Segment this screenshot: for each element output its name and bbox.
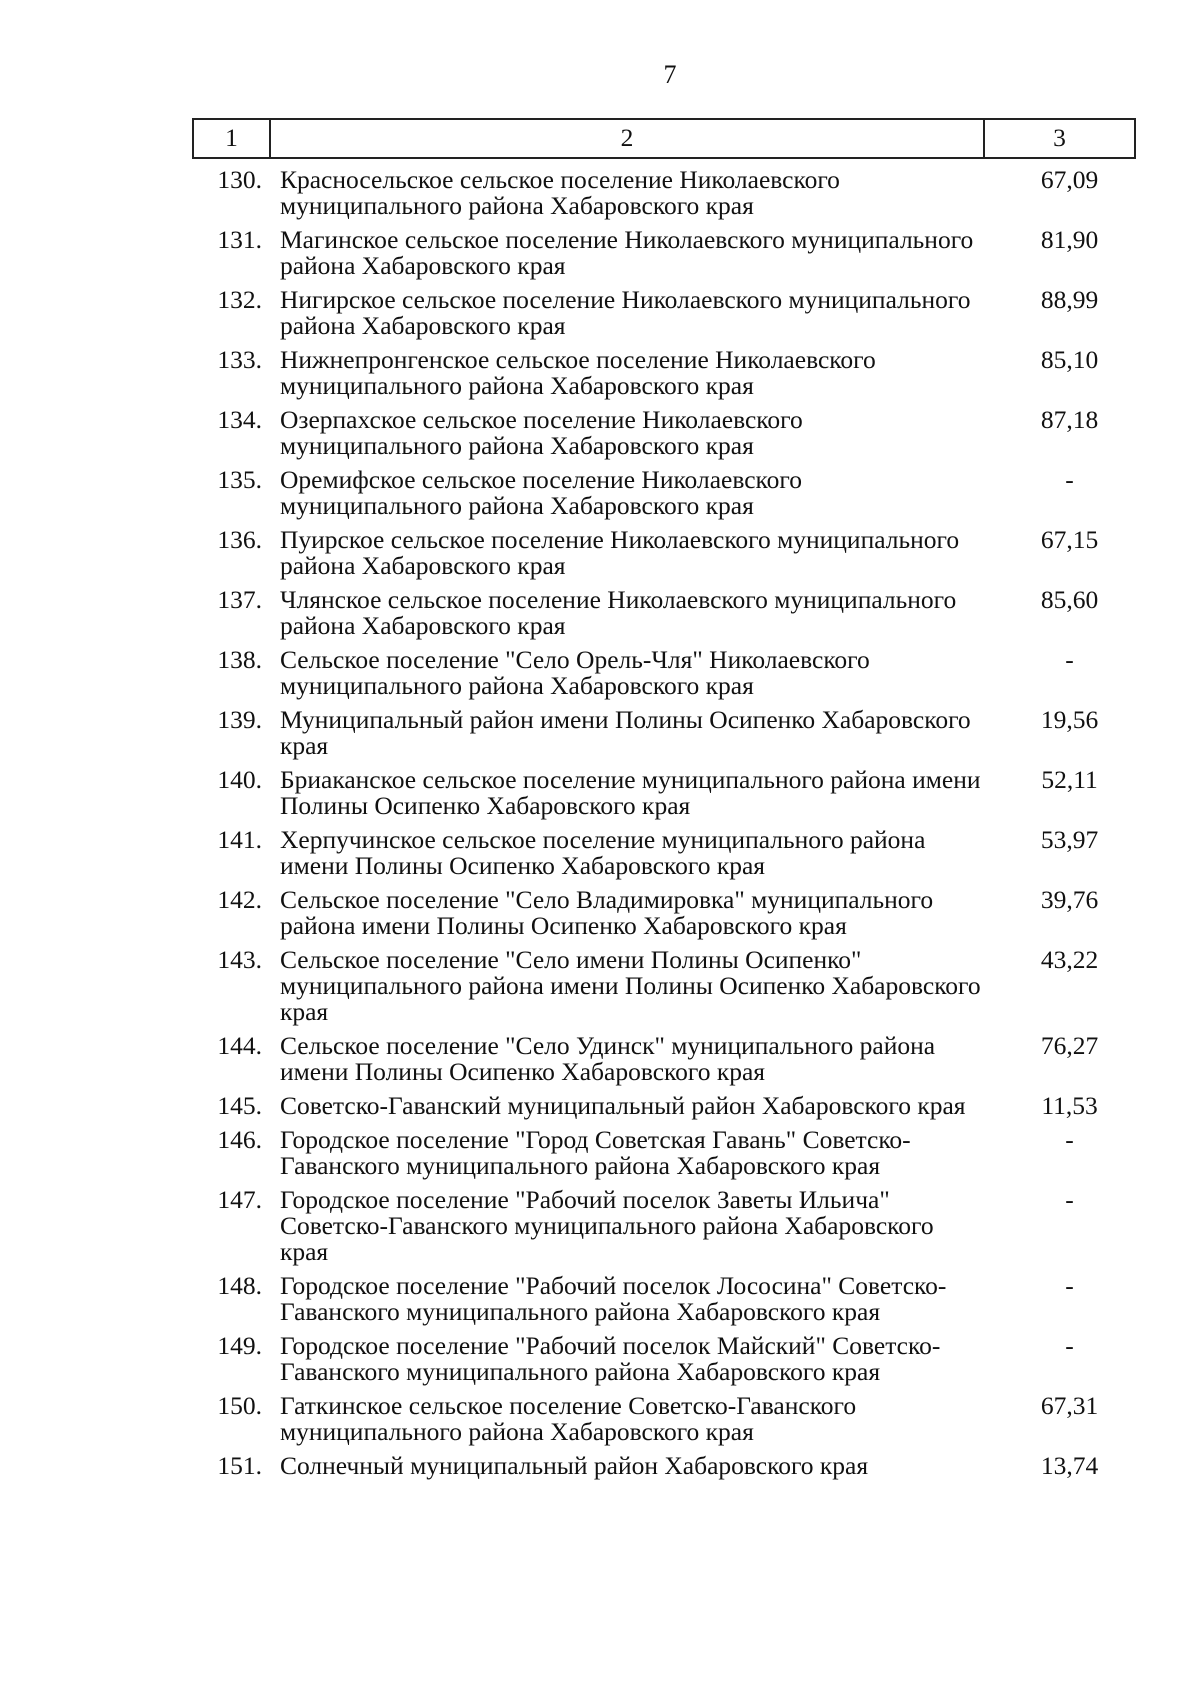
row-value: - <box>1065 1185 1074 1214</box>
row-name: Красносельское сельское поселение Николаевского муниципального района Хабаровского края <box>279 165 840 220</box>
row-value: - <box>1065 1125 1074 1154</box>
row-name: Сельское поселение "Село Владимировка" муниципального района имени Полины Осипенко Хабаровского края <box>279 885 934 940</box>
row-value: 11,53 <box>1041 1091 1098 1120</box>
table-row <box>193 823 1135 883</box>
header-col-3: 3 <box>984 119 1135 158</box>
table-row <box>193 703 1135 763</box>
row-name: Гаткинское сельское поселение Советско-Гаванского муниципального района Хабаровского края <box>279 1391 857 1446</box>
row-name: Городское поселение "Рабочий поселок Майский" Советско-Гаванского муниципального района Хабаровского края <box>279 1331 941 1386</box>
row-value: 67,09 <box>1040 165 1099 194</box>
row-value: 53,97 <box>1040 825 1099 854</box>
table-row <box>193 1389 1135 1449</box>
row-name: Бриаканское сельское поселение муниципального района имени Полины Осипенко Хабаровского края <box>279 765 981 820</box>
row-name: Озерпахское сельское поселение Николаевского муниципального района Хабаровского края <box>279 405 803 460</box>
row-number: 149. <box>217 1331 262 1360</box>
table-row <box>193 1183 1135 1269</box>
row-value: 88,99 <box>1040 285 1099 314</box>
row-name: Херпучинское сельское поселение муниципального района имени Полины Осипенко Хабаровского края <box>279 825 926 880</box>
row-value: 81,90 <box>1040 225 1099 254</box>
row-name: Городское поселение "Город Советская Гавань" Советско-Гаванского муниципального района Хабаровского края <box>279 1125 911 1180</box>
row-name: Городское поселение "Рабочий поселок Лососина" Советско-Гаванского муниципального района Хабаровского края <box>279 1271 947 1326</box>
data-table <box>192 118 1136 1483</box>
row-number: 135. <box>217 465 262 494</box>
table-row <box>193 403 1135 463</box>
row-value: 76,27 <box>1040 1031 1099 1060</box>
row-number: 144. <box>217 1031 262 1060</box>
row-value: 87,18 <box>1040 405 1099 434</box>
row-number: 131. <box>217 225 262 254</box>
table-row <box>193 1449 1135 1483</box>
table-row <box>193 583 1135 643</box>
row-number: 133. <box>217 345 262 374</box>
table-row <box>193 1089 1135 1123</box>
row-number: 148. <box>217 1271 262 1300</box>
row-number: 142. <box>217 885 262 914</box>
row-number: 136. <box>217 525 262 554</box>
table-body <box>193 158 1135 1483</box>
table-row <box>193 283 1135 343</box>
table-row <box>193 463 1135 523</box>
row-value: - <box>1065 1271 1074 1300</box>
row-name: Нижнепронгенское сельское поселение Николаевского муниципального района Хабаровского края <box>279 345 876 400</box>
table-row <box>193 158 1135 223</box>
table-row <box>193 763 1135 823</box>
row-name: Городское поселение "Рабочий поселок Заветы Ильича" Советско-Гаванского муниципального района Хабаровского края <box>279 1185 934 1266</box>
row-name: Советско-Гаванский муниципальный район Хабаровского края <box>279 1091 966 1120</box>
row-number: 141. <box>217 825 262 854</box>
row-name: Сельское поселение "Село имени Полины Осипенко" муниципального района имени Полины Осипенко Хабаровского края <box>279 945 981 1026</box>
row-value: 39,76 <box>1040 885 1099 914</box>
row-value: 67,31 <box>1040 1391 1099 1420</box>
row-number: 143. <box>217 945 262 974</box>
table-row <box>193 1123 1135 1183</box>
row-number: 145. <box>217 1091 262 1120</box>
row-name: Сельское поселение "Село Удинск" муниципального района имени Полины Осипенко Хабаровского края <box>279 1031 936 1086</box>
row-value: 43,22 <box>1040 945 1099 974</box>
table-row <box>193 1029 1135 1089</box>
row-number: 150. <box>217 1391 262 1420</box>
row-value: 52,11 <box>1041 765 1098 794</box>
table-row <box>193 523 1135 583</box>
row-name: Магинское сельское поселение Николаевского муниципального района Хабаровского края <box>279 225 974 280</box>
row-number: 147. <box>217 1185 262 1214</box>
header-col-1: 1 <box>193 119 270 158</box>
row-value: - <box>1065 1331 1074 1360</box>
row-name: Нигирское сельское поселение Николаевского муниципального района Хабаровского края <box>279 285 971 340</box>
row-number: 146. <box>217 1125 262 1154</box>
header-col-2: 2 <box>270 119 984 158</box>
row-name: Сельское поселение "Село Орель-Чля" Николаевского муниципального района Хабаровского края <box>279 645 870 700</box>
row-number: 137. <box>217 585 262 614</box>
row-value: - <box>1065 645 1074 674</box>
page-number: 7 <box>663 60 677 89</box>
row-name: Солнечный муниципальный район Хабаровского края <box>279 1451 869 1480</box>
row-number: 134. <box>217 405 262 434</box>
row-number: 140. <box>217 765 262 794</box>
table-row <box>193 1329 1135 1389</box>
row-value: 13,74 <box>1040 1451 1099 1480</box>
row-value: - <box>1065 465 1074 494</box>
row-value: 19,56 <box>1040 705 1099 734</box>
row-name: Члянское сельское поселение Николаевского муниципального района Хабаровского края <box>279 585 957 640</box>
table-row <box>193 223 1135 283</box>
row-name: Оремифское сельское поселение Николаевского муниципального района Хабаровского края <box>279 465 802 520</box>
table-row <box>193 643 1135 703</box>
row-name: Муниципальный район имени Полины Осипенко Хабаровского края <box>279 705 971 760</box>
table-row <box>193 883 1135 943</box>
row-value: 85,10 <box>1040 345 1099 374</box>
row-number: 139. <box>217 705 262 734</box>
table-header-row <box>193 119 1135 158</box>
row-number: 151. <box>217 1451 262 1480</box>
row-value: 67,15 <box>1040 525 1099 554</box>
row-number: 138. <box>217 645 262 674</box>
table-row <box>193 343 1135 403</box>
table-row <box>193 1269 1135 1329</box>
row-number: 132. <box>217 285 262 314</box>
row-number: 130. <box>217 165 262 194</box>
row-name: Пуирское сельское поселение Николаевского муниципального района Хабаровского края <box>279 525 960 580</box>
row-value: 85,60 <box>1040 585 1099 614</box>
table-row <box>193 943 1135 1029</box>
